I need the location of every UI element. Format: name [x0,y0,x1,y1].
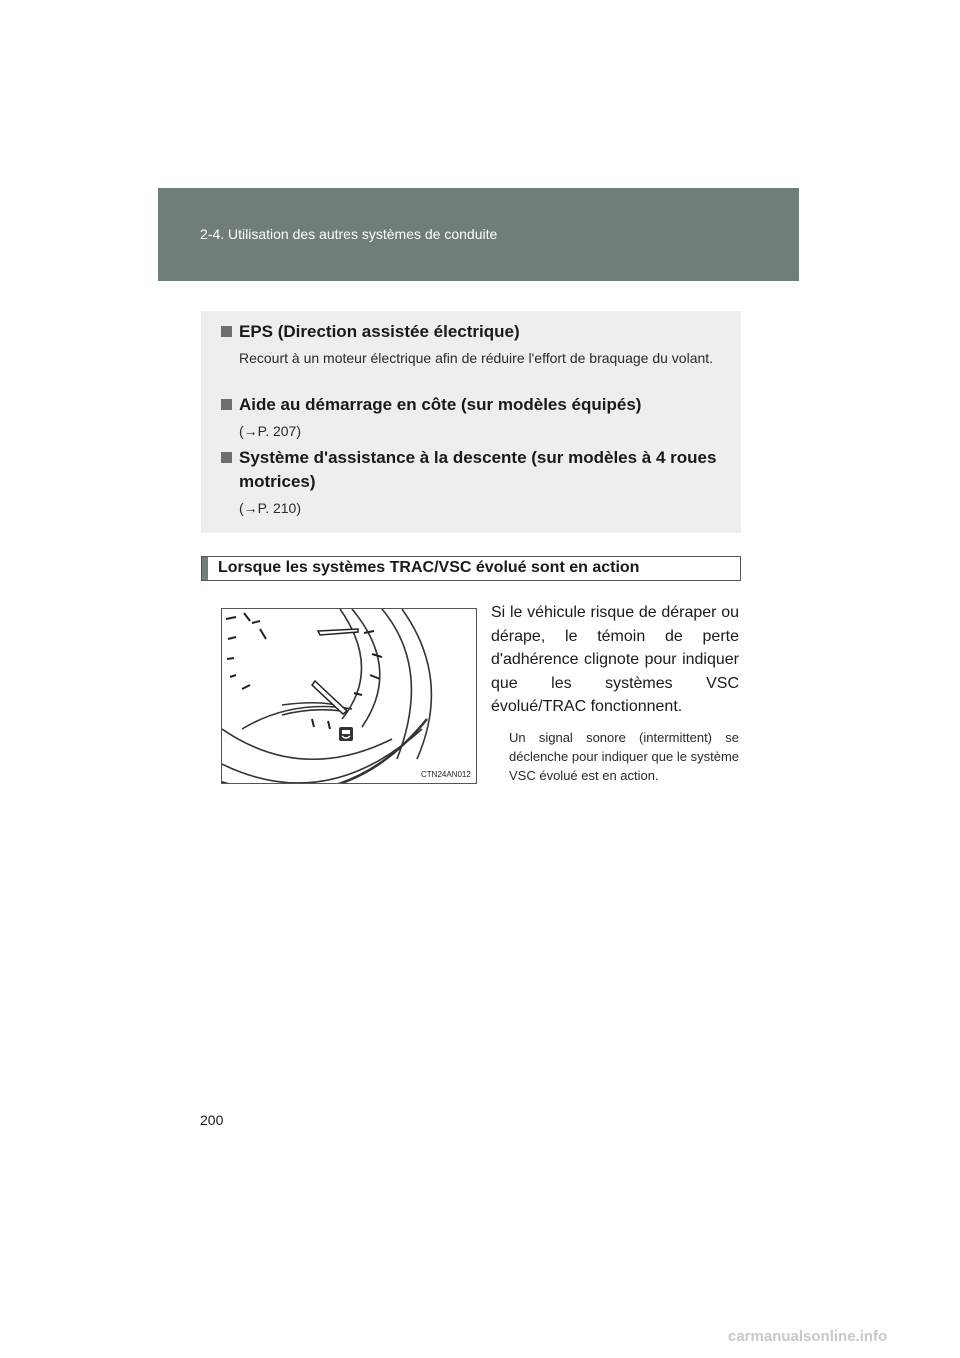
square-bullet-icon [221,399,232,410]
info-item-eps [221,320,726,368]
info-item-hill-start [221,393,726,441]
slip-indicator-icon [339,727,353,741]
section-title: Lorsque les systèmes TRAC/VSC évolué sont en action [218,559,640,576]
info-item-body: Recourt à un moteur électrique afin de réduire l'effort de braquage du volant. [239,350,714,366]
info-item-title: Aide au démarrage en côte (sur modèles équipés) [239,395,642,414]
square-bullet-icon [221,326,232,337]
info-item-title: EPS (Direction assistée électrique) [239,322,520,341]
figure-code: CTN24AN012 [421,770,471,779]
gauge-illustration [222,609,476,783]
note-paragraph: Un signal sonore (intermittent) se déclenche pour indiquer que le système VSC évolué est en action. [509,730,739,783]
info-item-descent [221,446,726,518]
instrument-cluster-figure [221,608,477,784]
info-item-title: Système d'assistance à la descente (sur modèles à 4 roues motrices) [239,448,717,491]
section-accent [202,557,208,580]
info-item-body: (→P. 207) [239,423,301,439]
square-bullet-icon [221,452,232,463]
section-heading-bar [201,556,741,581]
watermark-text: carmanualsonline.info [728,1328,888,1345]
section-breadcrumb: 2-4. Utilisation des autres systèmes de conduite [200,226,498,242]
info-item-body: (→P. 210) [239,500,301,516]
main-paragraph: Si le véhicule risque de déraper ou dérape, le témoin de perte d'adhérence clignote pour indiquer que les systèmes VSC évolué/TRAC fonctionnent. [491,604,739,715]
page-number: 200 [200,1112,224,1128]
